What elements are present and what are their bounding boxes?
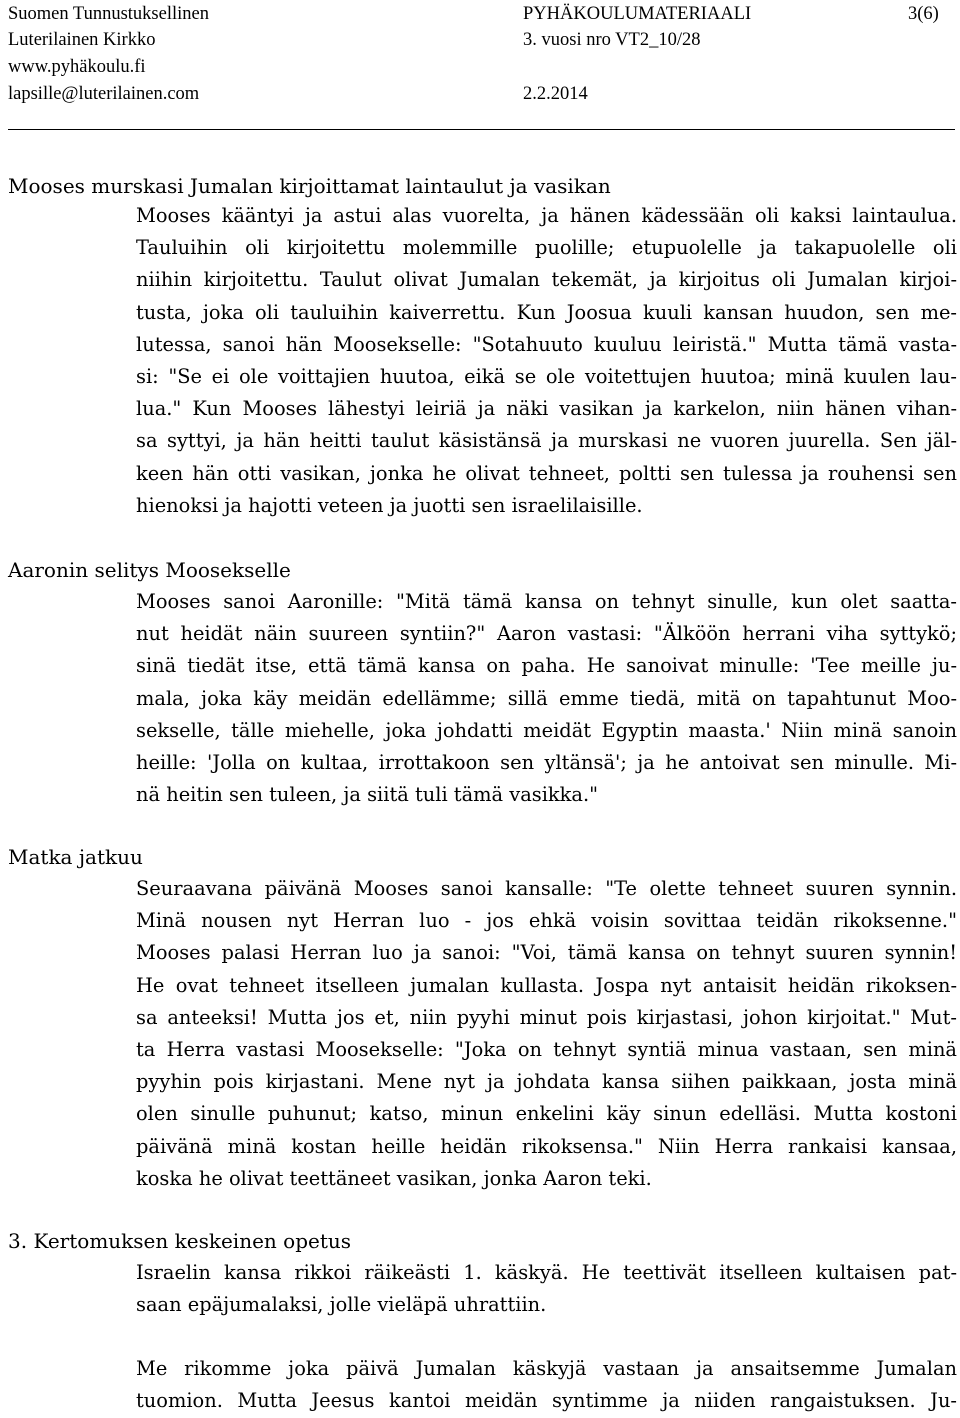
paragraph-line: Tauluihin oli kirjoitettu molemmille puolille; etupuolelle ja takapuolelle oli bbox=[136, 236, 957, 260]
section-heading: 3. Kertomuksen keskeinen opetus bbox=[8, 1229, 352, 1253]
paragraph-line: lutessa, sanoi hän Moosekselle: "Sotahuuto kuuluu leiristä." Mutta tämä vasta- bbox=[136, 332, 957, 356]
paragraph-line: Mooses kääntyi ja astui alas vuorelta, ja hänen kädessään oli kaksi laintaulua. bbox=[136, 204, 957, 227]
paragraph-line: Seuraavana päivänä Mooses sanoi kansalle: "Te olette tehneet suuren synnin. bbox=[136, 877, 957, 900]
website-link[interactable]: www.pyhäkoulu.fi bbox=[8, 57, 146, 77]
page-number: 3(6) bbox=[908, 4, 939, 24]
section-paragraph bbox=[136, 200, 957, 522]
section-paragraph bbox=[136, 1257, 957, 1321]
paragraph-line: saan epäjumalaksi, jolle vieläpä uhrattiin. bbox=[136, 1293, 547, 1317]
doc-series: 3. vuosi nro VT2_10/28 bbox=[523, 30, 701, 50]
paragraph-line: sa syttyi, ja hän heitti taulut käsistänsä ja murskasi ne vuoren juurella. Sen jäl- bbox=[136, 429, 957, 453]
section-paragraph bbox=[136, 873, 957, 1195]
section-heading: Aaronin selitys Moosekselle bbox=[8, 558, 291, 582]
paragraph-line: Mooses palasi Herran luo ja sanoi: "Voi, tämä kansa on tehnyt suuren synnin! bbox=[136, 941, 957, 965]
header-divider bbox=[8, 129, 955, 130]
org-name-line2: Luterilainen Kirkko bbox=[8, 30, 156, 50]
paragraph-line: pyyhin pois kirjastani. Mene nyt ja johdata kansa siihen paikkaan, josta minä bbox=[136, 1070, 957, 1094]
paragraph-line: si: "Se ei ole voittajien huutoa, eikä se ole voitettujen huutoa; minä kuulen lau- bbox=[136, 364, 957, 388]
paragraph-line: tuomion. Mutta Jeesus kantoi meidän syntimme ja niiden rangaistuksen. Ju- bbox=[136, 1389, 957, 1413]
paragraph-line: sekselle, tälle miehelle, joka johdatti meidät Egyptin maasta.' Niin minä sanoin bbox=[136, 718, 957, 742]
paragraph-line: päivänä minä kostan heille heidän rikoksensa." Niin Herra rankaisi kansaa, bbox=[136, 1134, 957, 1158]
paragraph-line: lua." Kun Mooses lähestyi leiriä ja näki vasikan ja karkelon, niin hänen vihan- bbox=[136, 397, 957, 421]
paragraph-line: Minä nousen nyt Herran luo - jos ehkä voisin sovittaa teidän rikoksenne." bbox=[136, 909, 957, 933]
paragraph-line: nut heidät näin suureen syntiin?" Aaron vastasi: "Älköön herrani viha syttykö; bbox=[136, 622, 957, 646]
paragraph-line: mala, joka käy meidän edellämme; sillä emme tiedä, mitä on tapahtunut Moo- bbox=[136, 686, 957, 710]
section-heading: Matka jatkuu bbox=[8, 845, 143, 869]
paragraph-line: hienoksi ja hajotti veteen ja juotti sen israelilaisille. bbox=[136, 493, 643, 517]
paragraph-line: heille: 'Jolla on kultaa, irrottakoon sen yltänsä'; ja he antoivat sen minulle. Mi- bbox=[136, 750, 957, 774]
paragraph-line: tusta, joka oli tauluihin kaiverrettu. Kun Joosua kuuli kansan huudon, sen me- bbox=[136, 300, 957, 324]
paragraph-line: Israelin kansa rikkoi räikeästi 1. käskyä. He teettivät itselleen kultaisen pat- bbox=[136, 1261, 957, 1284]
paragraph-line: Mooses sanoi Aaronille: "Mitä tämä kansa on tehnyt sinulle, kun olet saatta- bbox=[136, 590, 957, 613]
paragraph-line: sa anteeksi! Mutta jos et, niin pyyhi minut pois kirjastasi, johon kirjoitat." Mut- bbox=[136, 1005, 957, 1029]
section-paragraph bbox=[136, 586, 957, 811]
doc-date: 2.2.2014 bbox=[523, 84, 588, 104]
section-heading: Mooses murskasi Jumalan kirjoittamat laintaulut ja vasikan bbox=[8, 174, 611, 198]
paragraph-line: olen sinulle puhunut; katso, minun enkelini käy sinun edelläsi. Mutta kostoni bbox=[136, 1102, 957, 1126]
paragraph-line: sinä tiedät itse, että tämä kansa on paha. He sanoivat minulle: 'Tee meille ju- bbox=[136, 654, 957, 678]
paragraph-line: nä heitin sen tuleen, ja siitä tuli tämä vasikka." bbox=[136, 783, 599, 807]
paragraph-line: ta Herra vastasi Moosekselle: "Joka on tehnyt syntiä minua vastaan, sen minä bbox=[136, 1037, 957, 1061]
org-name-line1: Suomen Tunnustuksellinen bbox=[8, 4, 209, 24]
paragraph-line: koska he olivat teettäneet vasikan, jonka Aaron teki. bbox=[136, 1166, 652, 1190]
paragraph-line: niihin kirjoitettu. Taulut olivat Jumalan tekemät, ja kirjoitus oli Jumalan kirjoi- bbox=[136, 268, 957, 292]
doc-title: PYHÄKOULUMATERIAALI bbox=[523, 4, 752, 24]
paragraph-line: keen hän otti vasikan, jonka he olivat tehneet, poltti sen tulessa ja rouhensi sen bbox=[136, 461, 957, 485]
email-link[interactable]: lapsille@luterilainen.com bbox=[8, 84, 200, 104]
paragraph-line: Me rikomme joka päivä Jumalan käskyjä vastaan ja ansaitsemme Jumalan bbox=[136, 1357, 957, 1380]
section-paragraph bbox=[136, 1353, 957, 1417]
paragraph-line: He ovat tehneet itselleen jumalan kullasta. Jospa nyt antaisit heidän rikoksen- bbox=[136, 973, 957, 997]
